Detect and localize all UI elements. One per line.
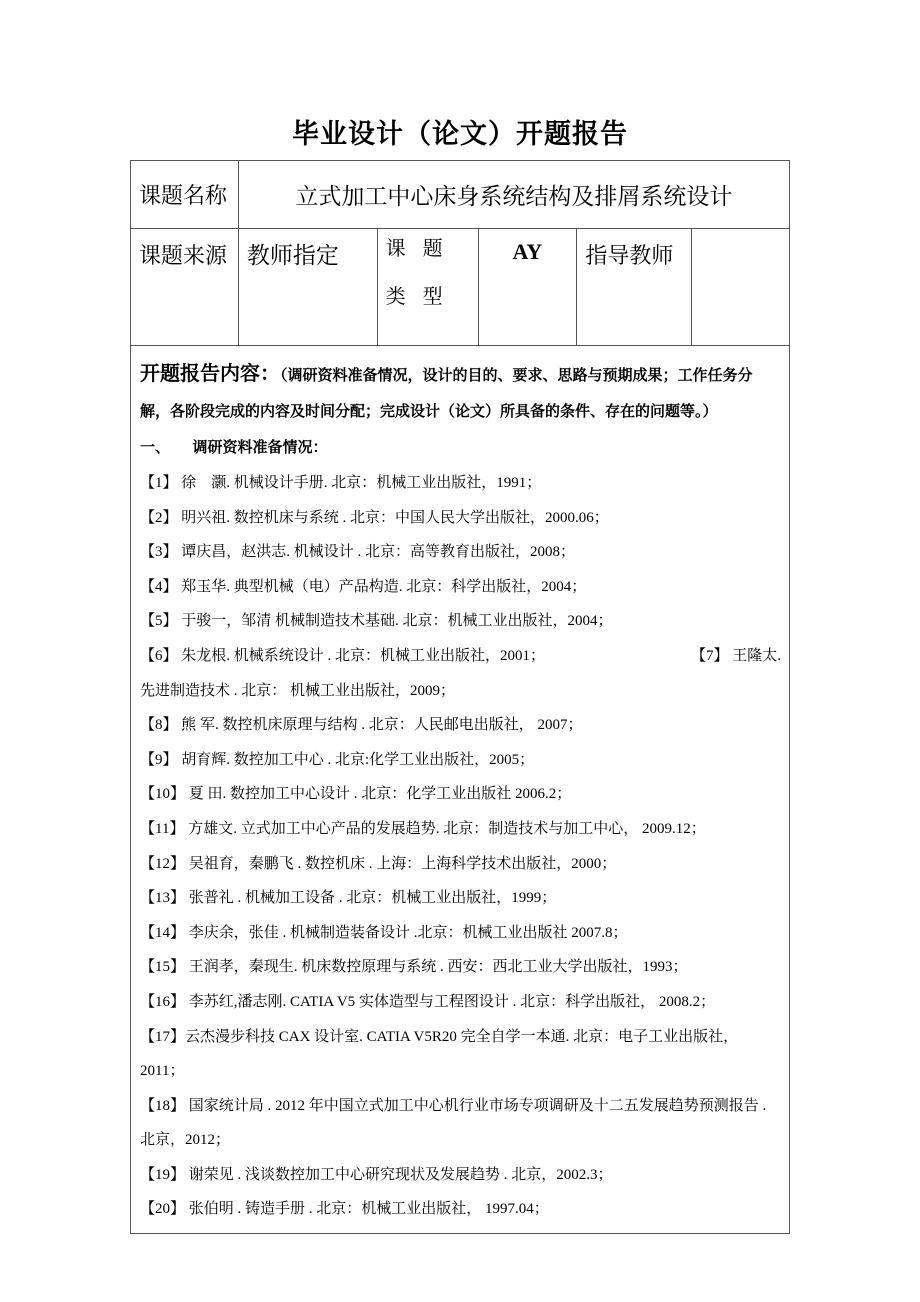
reference-item: 【3】 谭庆昌，赵洪志. 机械设计 . 北京：高等教育出版社，2008；	[140, 544, 576, 561]
reference-item	[140, 639, 781, 674]
source-label: 课题来源	[131, 229, 239, 346]
document-title: 毕业设计（论文）开题报告	[292, 119, 628, 149]
type-value: AY	[478, 229, 577, 346]
reference-item: 【16】 李苏红,潘志刚. CATIA V5 实体造型与工程图设计 . 北京：科学出版社， 2008.2；	[140, 993, 716, 1010]
type-label: 课 题 类 型	[385, 238, 449, 308]
reference-item: 【15】 王润孝，秦现生. 机床数控原理与系统 . 西安：西北工业大学出版社，1993；	[140, 959, 688, 976]
advisor-value	[692, 229, 790, 346]
content-heading: 开题报告内容：	[140, 363, 280, 385]
reference-item: 【20】 张伯明 . 铸造手册 . 北京：机械工业出版社， 1997.04；	[140, 1201, 549, 1218]
proposal-table	[130, 160, 790, 1234]
reference-item: 【5】 于骏一，邹清 机械制造技术基础. 北京：机械工业出版社，2004；	[140, 613, 613, 630]
reference-item: 【10】 夏 田. 数控加工中心设计 . 北京：化学工业出版社 2006.2；	[140, 786, 572, 803]
topic-label: 课题名称	[131, 161, 239, 229]
reference-6: 【6】 朱龙根. 机械系统设计 . 北京：机械工业出版社，2001；	[140, 647, 546, 664]
content-note: （调研资料准备情况，设计的目的、要求、思路与预期成果；工作任务分解，各阶段完成的内容及时间分配；完成设计（论文）所具备的条件、存在的问题等。）	[140, 368, 753, 420]
report-content	[131, 346, 789, 1233]
reference-item: 【11】 方雄文. 立式加工中心产品的发展趋势. 北京：制造技术与加工中心， 2009.12；	[140, 820, 706, 837]
reference-item: 【4】 郑玉华. 典型机械（电）产品构造. 北京：科学出版社，2004；	[140, 578, 587, 595]
reference-item: 【19】 谢荣见 . 浅谈数控加工中心研究现状及发展趋势 . 北京，2002.3；	[140, 1166, 613, 1183]
reference-item: 【18】 国家统计局 . 2012 年中国立式加工中心机行业市场专项调研及十二五发展趋势预测报告 . 北京，2012；	[140, 1097, 767, 1149]
reference-item: 【9】 胡育辉. 数控加工中心 . 北京:化学工业出版社，2005；	[140, 751, 535, 768]
reference-7-continued: 先进制造技术 . 北京： 机械工业出版社，2009；	[140, 682, 456, 699]
section-heading: 一、 调研资料准备情况：	[140, 440, 328, 456]
reference-7-start: 【7】 王隆太.	[690, 647, 781, 664]
topic-value: 立式加工中心床身系统结构及排屑系统设计	[238, 161, 789, 229]
reference-item: 【17】云杰漫步科技 CAX 设计室. CATIA V5R20 完全自学一本通. 北京：电子工业出版社，2011；	[140, 1028, 739, 1080]
reference-item: 【8】 熊 军. 数控机床原理与结构 . 北京：人民邮电出版社， 2007；	[140, 717, 583, 734]
reference-item: 【13】 张普礼 . 机械加工设备 . 北京：机械工业出版社，1999；	[140, 890, 557, 907]
advisor-label: 指导教师	[577, 229, 692, 346]
reference-item: 【2】 明兴祖. 数控机床与系统 . 北京：中国人民大学出版社，2000.06；	[140, 509, 609, 526]
source-value: 教师指定	[238, 229, 377, 346]
reference-item: 【14】 李庆余，张佳 . 机械制造装备设计 .北京：机械工业出版社 2007.8；	[140, 924, 628, 941]
reference-item: 【1】 徐 灏. 机械设计手册. 北京：机械工业出版社，1991；	[140, 475, 542, 491]
reference-item: 【12】 吴祖育，秦鹏飞 . 数控机床 . 上海：上海科学技术出版社，2000；	[140, 855, 617, 872]
